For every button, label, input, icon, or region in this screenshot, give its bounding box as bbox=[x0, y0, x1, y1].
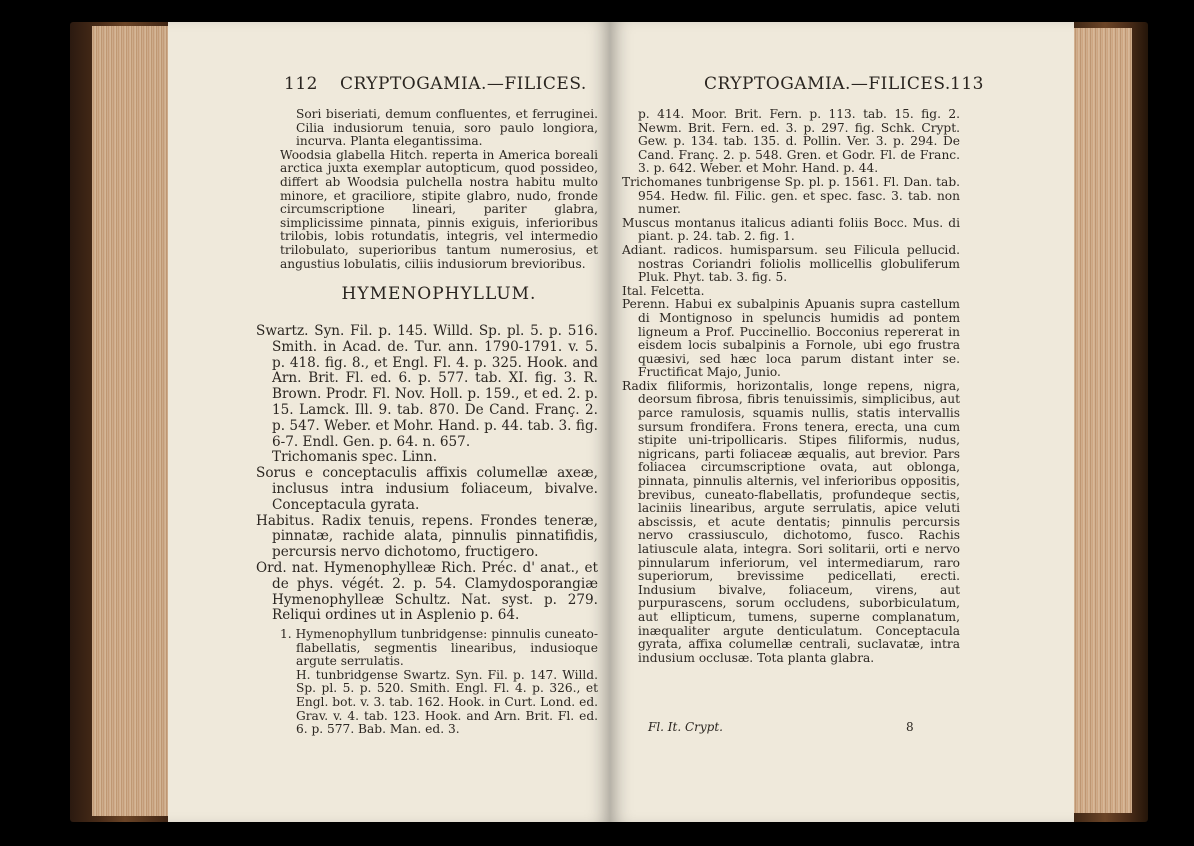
paragraph: Sorus e conceptaculis affixis columellæ axeæ, inclusus intra indusium foliaceum, bivalve. Conceptacula gyrata. bbox=[256, 465, 598, 513]
paragraph: Woodsia glabella Hitch. reperta in America boreali arctica juxta exemplar autopticum, quod possideo, differt ab Woodsia pulchella nostra habitu multo minore, et graciliore, stipite glabro, nudo, fronde circumscriptione lineari, pariter glabra, simplicissime pinnata, pinnis exiguis, inferioribus trilobis, lobis rotundatis, integris, vel intermedio trilobulato, superioribus tantum numerosius, et angustius lobulatis, ciliis indusiorum brevioribus. bbox=[280, 147, 598, 271]
gathering-number: 8 bbox=[906, 720, 914, 734]
left-page-edges bbox=[92, 26, 172, 816]
paragraph: Trichomanes tunbrigense Sp. pl. p. 1561. Fl. Dan. tab. 954. Hedw. fil. Filic. gen. et spec. fasc. 3. tab. non numer. bbox=[622, 174, 960, 217]
paragraph: 1. Hymenophyllum tunbridgense: pinnulis cuneato-flabellatis, segmentis linearibus, indusioque argute serrulatis. bbox=[280, 627, 598, 669]
running-head: CRYPTOGAMIA.—FILICES. bbox=[704, 74, 951, 94]
species-description bbox=[280, 628, 598, 737]
running-head: CRYPTOGAMIA.—FILICES. bbox=[340, 74, 587, 94]
paragraph: Habitus. Radix tenuis, repens. Frondes teneræ, pinnatæ, rachide alata, pinnulis pinnatifidis, percursis nervo dichotomo, fructigero. bbox=[256, 512, 598, 561]
intro-text bbox=[280, 108, 598, 271]
paragraph: Adiant. radicos. humisparsum. seu Filicula pellucid. nostras Coriandri foliolis mollicellis globuliferum Pluk. Phyt. tab. 3. fig. 5. bbox=[622, 242, 960, 285]
paragraph: p. 414. Moor. Brit. Fern. p. 113. tab. 15. fig. 2. Newm. Brit. Fern. ed. 3. p. 297. fig. Schk. Crypt. Gew. p. 134. tab. 135. d. Pollin. Ver. 3. p. 294. De Cand. Franç. 2. p. 548. Gren. et Godr. Fl. de Franc. 3. p. 642. Weber. et Mohr. Hand. p. 44. bbox=[638, 107, 960, 176]
paragraph: Muscus montanus italicus adianti foliis Bocc. Mus. di piant. p. 24. tab. 2. fig. 1. bbox=[622, 215, 960, 244]
paragraph: Ital. Felcetta. bbox=[622, 283, 705, 298]
right-page-header bbox=[610, 74, 1074, 98]
genus-description bbox=[256, 324, 598, 624]
page-number: 112 bbox=[284, 74, 318, 94]
section-title: HYMENOPHYLLUM. bbox=[341, 284, 537, 304]
paragraph: Trichomanis spec. Linn. bbox=[272, 449, 438, 466]
paragraph: Swartz. Syn. Fil. p. 145. Willd. Sp. pl. 5. p. 516. Smith. in Acad. de. Tur. ann. 1790-1791. v. 5. p. 418. fig. 8., et Engl. Fl. 4. p. 325. Hook. and Arn. Brit. Fl. ed. 6. p. 577. tab. XI. fig. 3. R. Brown. Prodr. Fl. Nov. Holl. p. 159., et ed. 2. p. 15. Lamck. Ill. 9. tab. 870. De Cand. Franç. 2. p. 547. Weber. et Mohr. Hand. p. 44. tab. 3. fig. 6-7. Endl. Gen. p. 64. n. 657. bbox=[256, 323, 598, 450]
paragraph: Ord. nat. Hymenophylleæ Rich. Préc. d' anat., et de phys. végét. 2. p. 54. Clamydosporangiæ Hymenophylleæ Schultz. Nat. syst. p. 279. Reliqui ordines ut in Asplenio p. 64. bbox=[256, 559, 598, 624]
paragraph: Radix filiformis, horizontalis, longe repens, nigra, deorsum fibrosa, fibris tenuissimis, simplicibus, aut parce ramulosis, squamis nullis, statis intervallis sursum frondifera. Frons tenera, erecta, una cum stipite uni-tripollicaris. Stipes filiformis, nudus, nigricans, parti foliaceæ æqualis, aut brevior. Pars foliacea circumscriptione ovata, aut oblonga, pinnata, pinnulis alternis, vel inferioribus oppositis, brevibus, cuneato-flabellatis, profundeque sectis, laciniis linearibus, argute serrulatis, apice veluti abscissis, et acute dentatis; pinnulis percursis nervo crassiusculo, dichotomo, fusco. Rachis latiuscule alata, integra. Sori solitarii, orti e nervo pinnularum inferiorum, vel intermediarum, raro superiorum, brevissime pedicellati, erecti. Indusium bivalve, foliaceum, virens, aut purpurascens, sorum occludens, suborbiculatum, aut ellipticum, tumens, superne complanatum, inæqualiter argute denticulatum. Conceptacula gyrata, affixa columellæ centrali, suclavatæ, intra indusium occlusæ. Tota planta glabra. bbox=[622, 378, 960, 665]
paragraph: H. tunbridgense Swartz. Syn. Fil. p. 147. Willd. Sp. pl. 5. p. 520. Smith. Engl. Fl. 4. p. 326., et Engl. bot. v. 3. tab. 162. Hook. in Curt. Lond. ed. Grav. v. 4. tab. 123. Hook. and Arn. Brit. Fl. ed. 6. p. 577. Bab. Man. ed. 3. bbox=[296, 667, 598, 737]
right-page-edges bbox=[1072, 28, 1132, 813]
paragraph: Perenn. Habui ex subalpinis Apuanis supra castellum di Montignoso in speluncis humidis ad pontem ligneum a Prof. Puccinellio. Bocconius repererat in eisdem locis subalpinis a Fornole, ubi ego frustra quæsivi, sed hæc loca parum distant inter se. Fructificat Majo, Junio. bbox=[622, 297, 960, 380]
signature-mark: Fl. It. Crypt. bbox=[648, 720, 723, 734]
right-page bbox=[610, 22, 1074, 822]
paragraph: Sori biseriati, demum confluentes, et ferruginei. Cilia indusiorum tenuia, soro paulo longiora, incurva. Planta elegantissima. bbox=[296, 107, 598, 149]
right-text bbox=[622, 108, 960, 665]
left-page bbox=[168, 22, 610, 822]
left-page-header bbox=[168, 74, 610, 98]
page-number: 113 bbox=[950, 74, 984, 94]
